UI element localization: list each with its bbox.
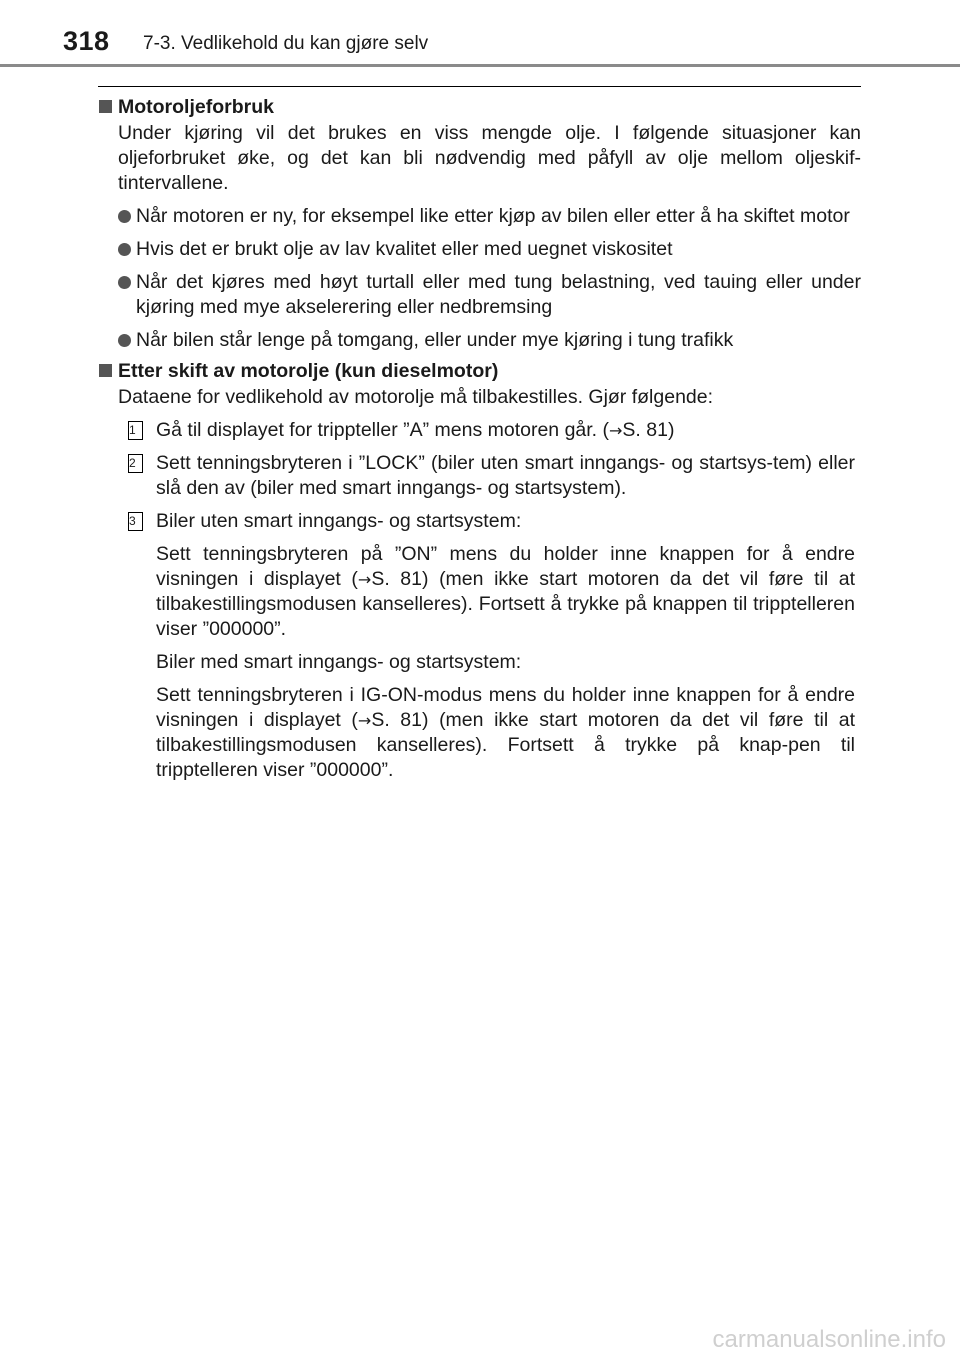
list-item: Hvis det er brukt olje av lav kvalitet eller med uegnet viskositet bbox=[98, 237, 861, 262]
section-heading: Motoroljeforbruk bbox=[98, 95, 861, 120]
step-paragraph: Sett tenningsbryteren på ”ON” mens du holder inne knappen for å endre visningen i displayet (→S. 81) (men ikke start motoren da det vil føre til at tilbakestillingsmodusen kanselleres). Fortsett å trykke på knappen til tripptelleren viser ”000000”. bbox=[156, 543, 855, 640]
step-item: 3 Biler uten smart inngangs- og startsystem: bbox=[129, 510, 522, 532]
watermark: carmanualsonline.info bbox=[712, 1326, 946, 1353]
page-number: 318 bbox=[63, 26, 110, 56]
step-number-badge: 1 bbox=[128, 421, 143, 440]
square-bullet-icon bbox=[99, 100, 112, 113]
page-reference: S. 81) bbox=[622, 419, 675, 441]
paragraph: Under kjøring vil det brukes en viss mengde olje. I følgende situasjoner kan oljeforbruket øke, og det kan bli nødvendig med påfyll av olje mellom oljeskif-tintervallene. bbox=[118, 122, 861, 194]
arrow-icon: → bbox=[357, 711, 372, 730]
list-item: Når det kjøres med høyt turtall eller med tung belastning, ved tauing eller under kjøring med mye akselerering eller nedbremsing bbox=[98, 270, 861, 320]
step-item: 1 Gå til displayet for trippteller ”A” mens motoren går. (→S. 81) bbox=[129, 419, 675, 441]
step-paragraph: Biler med smart inngangs- og startsystem: bbox=[156, 651, 522, 673]
circle-bullet-icon bbox=[118, 243, 131, 256]
step-number-badge: 3 bbox=[128, 512, 143, 531]
arrow-icon: → bbox=[357, 570, 372, 589]
circle-bullet-icon bbox=[118, 210, 131, 223]
step-number-badge: 2 bbox=[128, 454, 143, 473]
square-bullet-icon bbox=[99, 364, 112, 377]
list-item: Når bilen står lenge på tomgang, eller under mye kjøring i tung trafikk bbox=[98, 328, 861, 353]
section-heading: Etter skift av motorolje (kun dieselmotor) bbox=[98, 359, 861, 384]
arrow-icon: → bbox=[609, 421, 623, 440]
circle-bullet-icon bbox=[118, 276, 131, 289]
page-content bbox=[98, 95, 861, 791]
circle-bullet-icon bbox=[118, 334, 131, 347]
step-paragraph: Sett tenningsbryteren i IG-ON-modus mens du holder inne knappen for å endre visningen i displayet (→S. 81) (men ikke start motoren da det vil føre til at tilbakestillingsmodusen kanselleres). Fortsett å trykke på knap-pen til tripptelleren viser ”000000”. bbox=[156, 684, 855, 781]
header-rule bbox=[0, 64, 960, 67]
section-title: 7-3. Vedlikehold du kan gjøre selv bbox=[143, 33, 429, 54]
list-item: Når motoren er ny, for eksempel like etter kjøp av bilen eller etter å ha skiftet motor bbox=[98, 204, 861, 229]
content-rule bbox=[98, 86, 861, 87]
step-item: 2 Sett tenningsbryteren i ”LOCK” (biler uten smart inngangs- og startsys-tem) eller slå den av (biler med smart inngangs- og startsystem). bbox=[129, 452, 855, 499]
paragraph: Dataene for vedlikehold av motorolje må tilbakestilles. Gjør følgende: bbox=[118, 386, 714, 408]
